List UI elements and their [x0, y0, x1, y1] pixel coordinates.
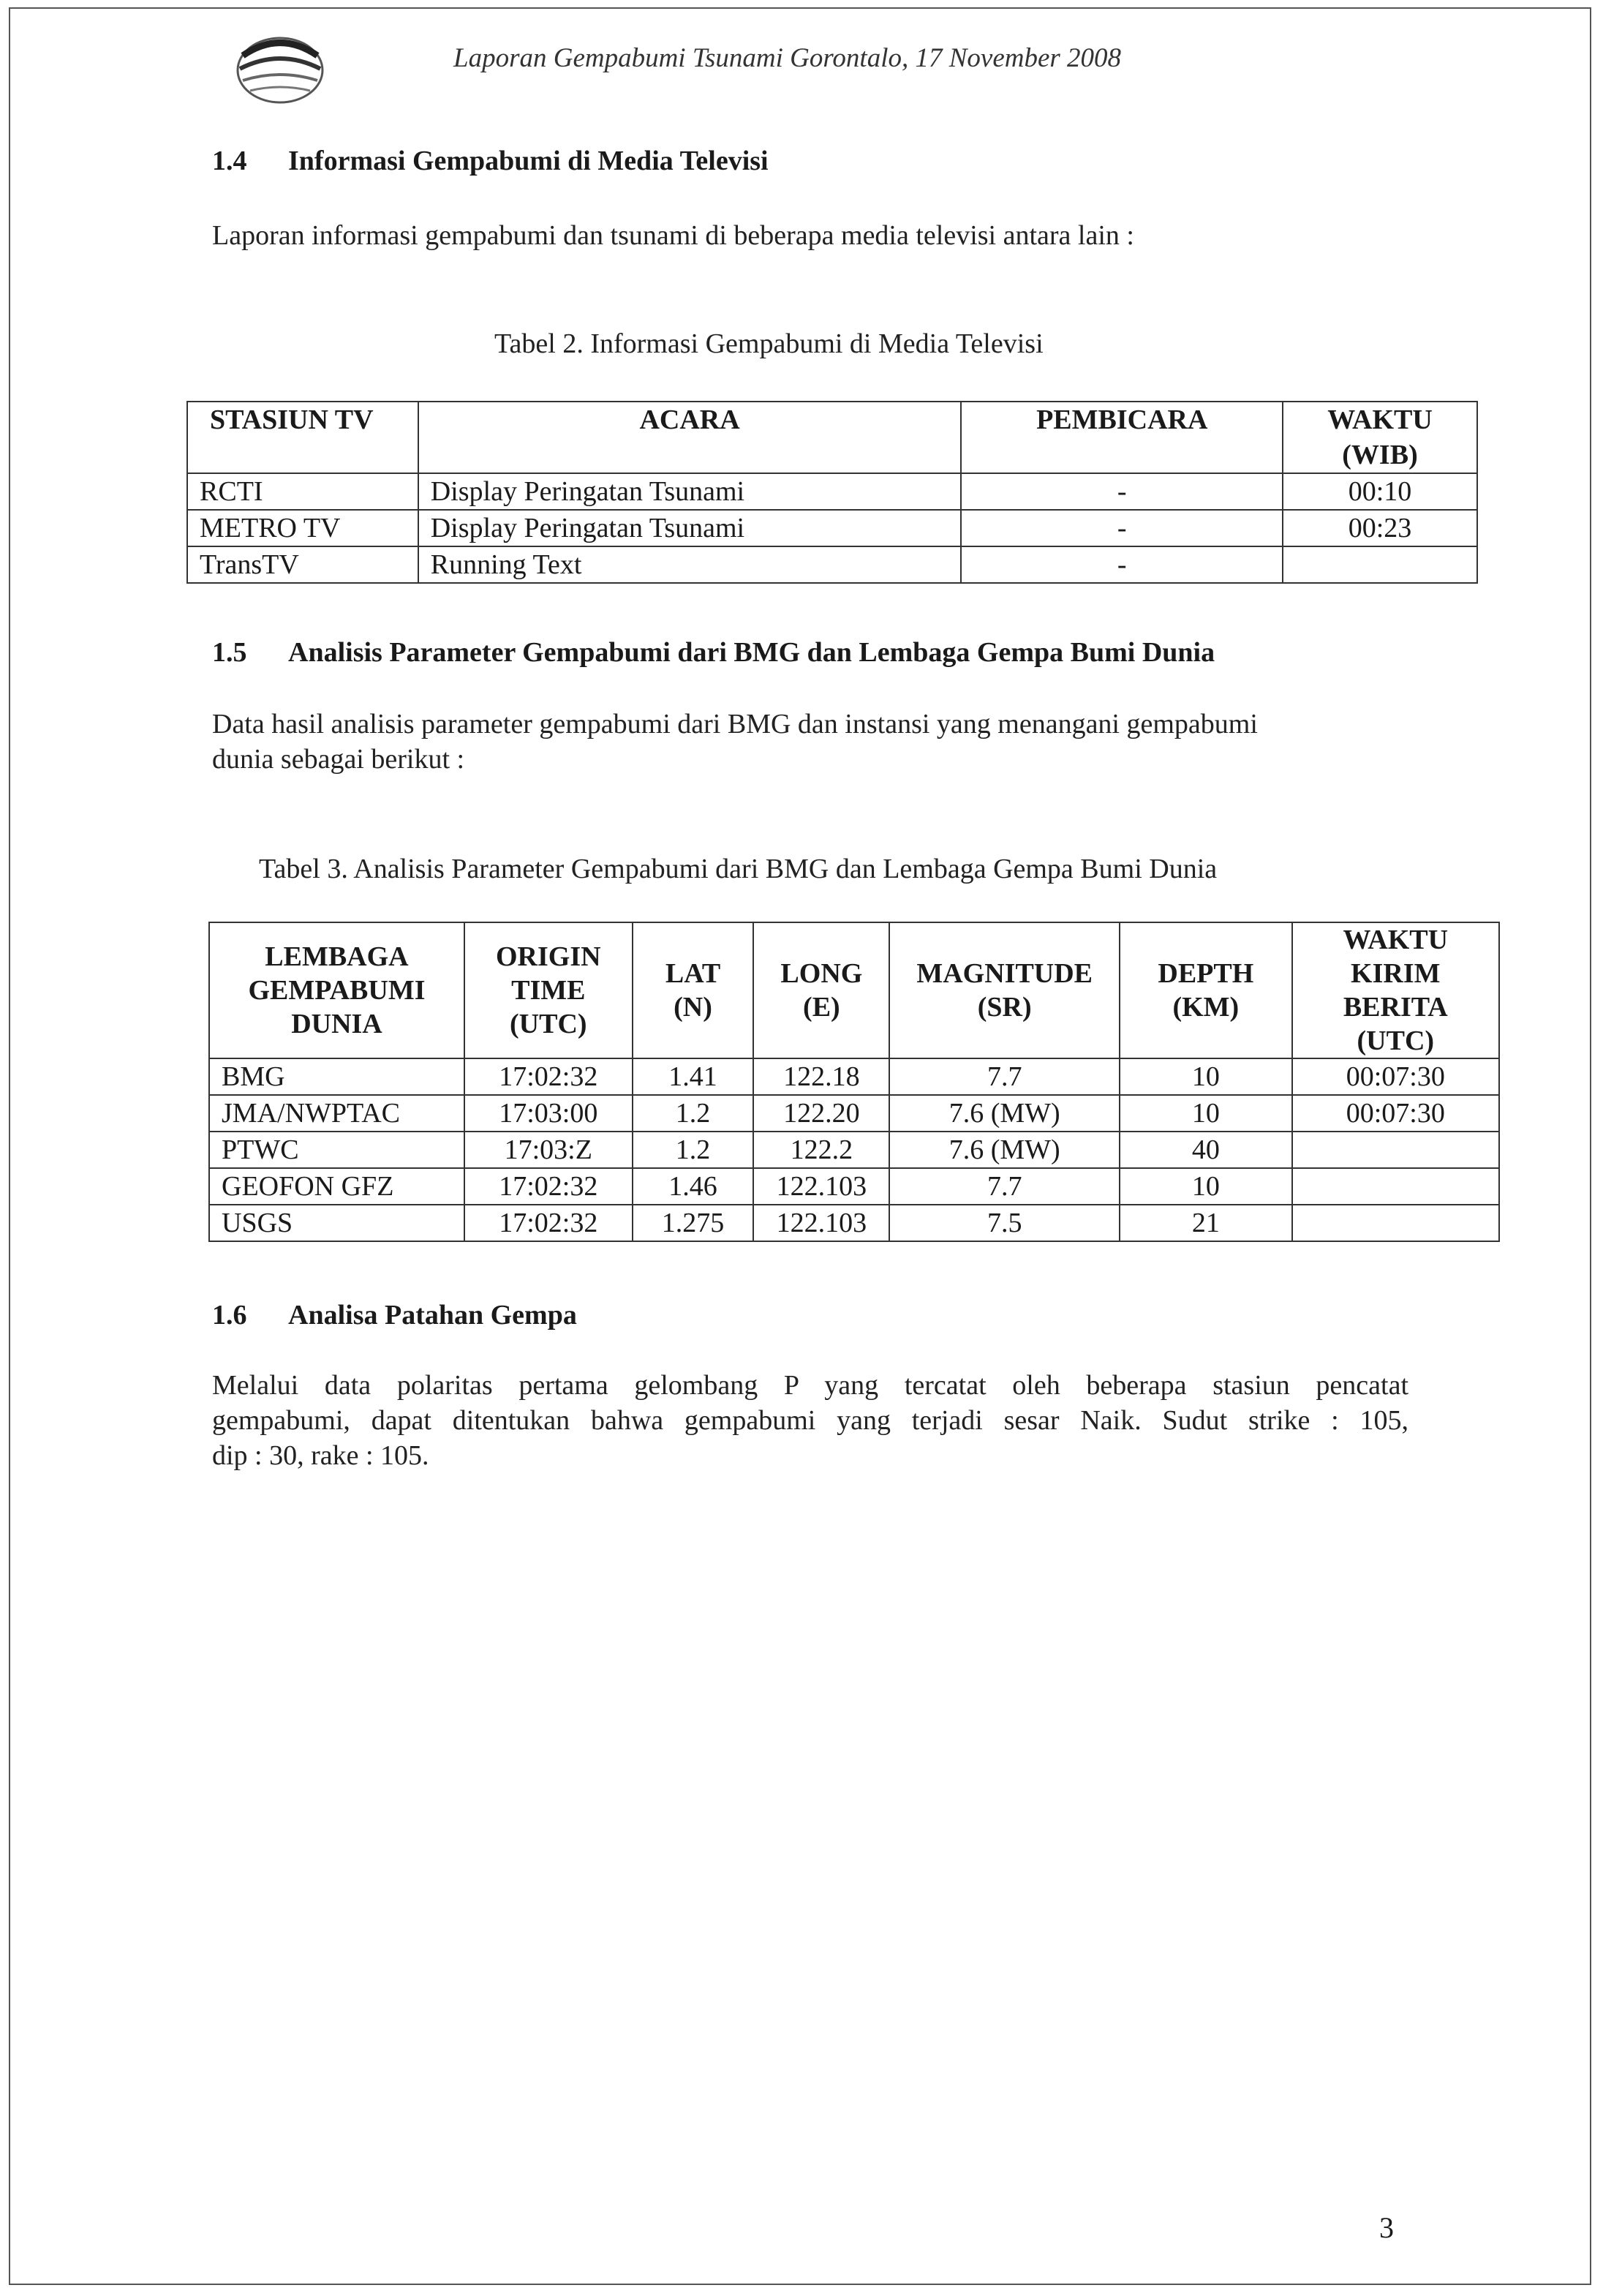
table-cell: 17:02:32 [464, 1058, 633, 1095]
table-cell: 122.103 [753, 1205, 889, 1241]
section-1-4-intro: Laporan informasi gempabumi dan tsunami di beberapa media televisi antara lain : [212, 220, 1134, 251]
running-header: Laporan Gempabumi Tsunami Gorontalo, 17 November 2008 [453, 43, 1122, 73]
body-line: Melalui data polaritas pertama gelombang P yang tercatat oleh beberapa stasiun pencatat [212, 1370, 1408, 1401]
table-cell: 1.275 [633, 1205, 754, 1241]
section-number: 1.6 [212, 1300, 247, 1330]
header-cell: LONG (E) [753, 922, 889, 1058]
table-cell: METRO TV [187, 510, 418, 546]
section-heading-1-5 [212, 636, 1215, 669]
table-cell: 17:02:32 [464, 1168, 633, 1205]
table-row [209, 1168, 1499, 1205]
table-row [209, 1132, 1499, 1168]
header-cell: ACARA [418, 402, 962, 473]
table-cell: 10 [1120, 1095, 1291, 1132]
table-cell: 7.7 [889, 1058, 1120, 1095]
section-title: Informasi Gempabumi di Media Televisi [288, 146, 769, 176]
body-line: gempabumi, dapat ditentukan bahwa gempabumi yang terjadi sesar Naik. Sudut strike : 105, [212, 1405, 1408, 1436]
table-cell: TransTV [187, 546, 418, 583]
table-row [209, 1205, 1499, 1241]
table-cell: 17:02:32 [464, 1205, 633, 1241]
table-cell: 10 [1120, 1168, 1291, 1205]
header-cell: WAKTU (WIB) [1283, 402, 1477, 473]
table-cell: 00:07:30 [1292, 1058, 1499, 1095]
table-cell: USGS [209, 1205, 464, 1241]
table-cell: 7.6 (MW) [889, 1132, 1120, 1168]
table-cell: 122.18 [753, 1058, 889, 1095]
header-cell: LEMBAGA GEMPABUMI DUNIA [209, 922, 464, 1058]
section-heading-1-4 [212, 145, 769, 177]
table-row [187, 473, 1477, 510]
header-cell: LAT (N) [633, 922, 754, 1058]
table2-caption: Tabel 2. Informasi Gempabumi di Media Televisi [494, 328, 1044, 359]
section-1-5-intro [212, 707, 1258, 777]
table-cell: 00:10 [1283, 473, 1477, 510]
table-cell: Running Text [418, 546, 962, 583]
table-cell [1292, 1168, 1499, 1205]
table-cell: 10 [1120, 1058, 1291, 1095]
intro-line: Data hasil analisis parameter gempabumi dari BMG dan instansi yang menangani gempabumi [212, 709, 1258, 739]
table-row [187, 546, 1477, 583]
table-cell: 21 [1120, 1205, 1291, 1241]
table-cell: 1.46 [633, 1168, 754, 1205]
section-heading-1-6 [212, 1299, 577, 1331]
section-number: 1.4 [212, 146, 247, 176]
section-number: 1.5 [212, 637, 247, 668]
table-cell: 17:03:00 [464, 1095, 633, 1132]
header-cell: STASIUN TV [187, 402, 418, 473]
table-cell: 7.7 [889, 1168, 1120, 1205]
table-row [187, 510, 1477, 546]
section-title: Analisa Patahan Gempa [288, 1300, 577, 1330]
table-cell: 122.20 [753, 1095, 889, 1132]
header-cell: WAKTU KIRIM BERITA (UTC) [1292, 922, 1499, 1058]
table-cell: GEOFON GFZ [209, 1168, 464, 1205]
page-number: 3 [1379, 2211, 1394, 2244]
table3-caption: Tabel 3. Analisis Parameter Gempabumi dari BMG dan Lembaga Gempa Bumi Dunia [259, 854, 1218, 884]
table-cell: - [961, 510, 1283, 546]
header-cell: ORIGIN TIME (UTC) [464, 922, 633, 1058]
intro-line: dunia sebagai berikut : [212, 744, 465, 775]
table-cell [1292, 1205, 1499, 1241]
table-cell: 122.103 [753, 1168, 889, 1205]
table-cell: 1.41 [633, 1058, 754, 1095]
agency-logo-icon [233, 26, 328, 107]
header-cell: DEPTH (KM) [1120, 922, 1291, 1058]
earthquake-parameter-table [208, 922, 1500, 1242]
table-row [209, 1095, 1499, 1132]
table-cell [1283, 546, 1477, 583]
table-cell: 122.2 [753, 1132, 889, 1168]
table-cell: 7.6 (MW) [889, 1095, 1120, 1132]
table-cell: 00:07:30 [1292, 1095, 1499, 1132]
header-cell: MAGNITUDE (SR) [889, 922, 1120, 1058]
table-cell: 7.5 [889, 1205, 1120, 1241]
tv-media-table [186, 401, 1478, 584]
table-cell: Display Peringatan Tsunami [418, 473, 962, 510]
header-cell: PEMBICARA [961, 402, 1283, 473]
body-line: dip : 30, rake : 105. [212, 1440, 429, 1471]
table-cell: BMG [209, 1058, 464, 1095]
table-cell: JMA/NWPTAC [209, 1095, 464, 1132]
table-row [209, 1058, 1499, 1095]
table-cell: RCTI [187, 473, 418, 510]
section-1-6-body [212, 1368, 1408, 1473]
table-cell: 17:03:Z [464, 1132, 633, 1168]
table-cell: Display Peringatan Tsunami [418, 510, 962, 546]
table-cell: 00:23 [1283, 510, 1477, 546]
table-header-row [209, 922, 1499, 1058]
table-cell [1292, 1132, 1499, 1168]
section-title: Analisis Parameter Gempabumi dari BMG dan Lembaga Gempa Bumi Dunia [288, 637, 1215, 668]
table-cell: - [961, 546, 1283, 583]
table-cell: 1.2 [633, 1132, 754, 1168]
table-cell: PTWC [209, 1132, 464, 1168]
table-cell: - [961, 473, 1283, 510]
table-cell: 1.2 [633, 1095, 754, 1132]
table-header-row [187, 402, 1477, 473]
table-cell: 40 [1120, 1132, 1291, 1168]
